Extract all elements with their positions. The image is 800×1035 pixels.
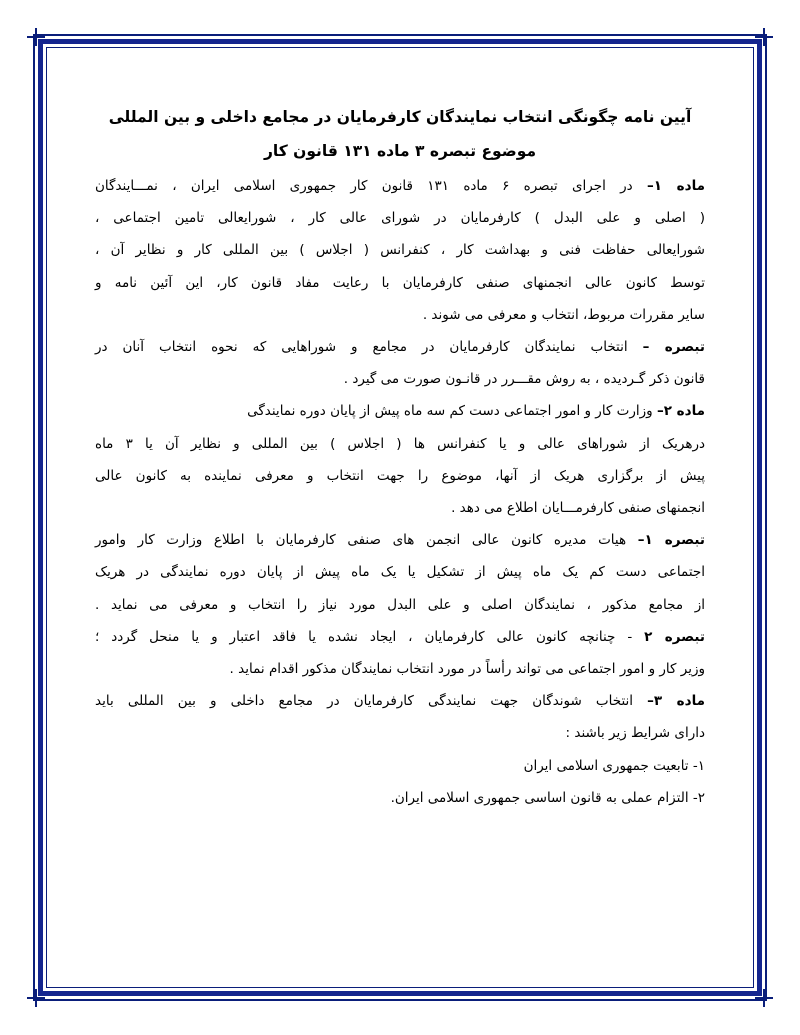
clause-text: انجمنهای صنفی کارفرمـــایان اطلاع می دهد . [451, 500, 705, 517]
clause-text: دارای شرایط زیر باشند : [565, 725, 705, 742]
clause-text: وزارت کار و امور اجتماعی دست کم سه ماه پیش از پایان دوره نمایندگی [247, 403, 657, 420]
text-line [95, 556, 705, 588]
document-title: آیین نامه چگونگی انتخاب نمایندگان کارفرمایان در مجامع داخلی و بین المللی [108, 108, 692, 126]
text-line [95, 653, 705, 685]
clause-text: درهریک از شوراهای عالی و یا کنفرانس ها ( اجلاس ) بین المللی و نظایر آن یا ۳ ماه [95, 435, 705, 452]
document-text [95, 170, 705, 814]
text-line [95, 428, 705, 460]
corner-ornament-top-right [755, 28, 773, 46]
text-line [95, 717, 705, 749]
text-line [95, 621, 705, 653]
document-body [95, 100, 705, 814]
text-line [95, 267, 705, 299]
text-line [95, 202, 705, 234]
text-line [95, 234, 705, 266]
text-line [95, 395, 705, 427]
clause-heading: تبصره ۲ [644, 628, 705, 645]
clause-text: اجتماعی دست کم یک ماه پیش از تشکیل یا یک ماه پیش از پایان دوره نمایندگی در هریک [95, 564, 705, 581]
corner-ornament-bottom-left [27, 989, 45, 1007]
clause-heading: ماده ۳– [647, 693, 705, 710]
clause-text: ( اصلی و علی البدل ) کارفرمایان در شورای عالی کار ، شورایعالی تامین اجتماعی ، [95, 210, 705, 227]
text-line [95, 299, 705, 331]
clause-text: وزیر کار و امور اجتماعی می تواند رأساً در مورد انتخاب نمایندگان مذکور اقدام نماید . [229, 661, 705, 678]
corner-ornament-bottom-right [755, 989, 773, 1007]
clause-text: در اجرای تبصره ۶ ماده ۱۳۱ قانون کار جمهوری اسلامی ایران ، نمـــایندگان [95, 178, 647, 194]
clause-text: شورایعالی حفاظت فنی و بهداشت کار ، کنفرانس ( اجلاس ) بین المللی کار و نظایر آن ، [95, 242, 705, 259]
clause-text: ۱- تابعیت جمهوری اسلامی ایران [523, 757, 705, 774]
clause-heading: ماده ۲– [656, 403, 705, 420]
clause-text: سایر مقررات مربوط، انتخاب و معرفی می شوند . [422, 306, 705, 323]
clause-heading: ماده ۱– [646, 178, 705, 194]
text-line [95, 170, 705, 202]
text-line [95, 524, 705, 556]
clause-text: پیش از برگزاری هریک از آنها، موضوع را جهت انتخاب و معرفی نماینده به کانون عالی [95, 467, 705, 484]
text-line [95, 750, 705, 782]
corner-ornament-top-left [27, 28, 45, 46]
clause-heading: تبصره ۱– [637, 532, 705, 549]
text-line [95, 363, 705, 395]
text-line [95, 589, 705, 621]
text-line [95, 782, 705, 814]
clause-text: هیات مدیره کانون عالی انجمن های صنفی کارفرمایان با اطلاع وزارت کار وامور [95, 532, 638, 549]
clause-text: انتخاب نمایندگان کارفرمایان در مجامع و شوراهایی که نحوه انتخاب آنان در [95, 339, 643, 356]
text-line [95, 460, 705, 492]
clause-text: انتخاب شوندگان جهت نمایندگی کارفرمایان در مجامع داخلی و بین المللی باید [95, 693, 648, 710]
document-subtitle: موضوع تبصره ۳ ماده ۱۳۱ قانون کار [263, 142, 537, 160]
clause-text: توسط کانون عالی انجمنهای صنفی کارفرمایان با رعایت مفاد قانون کار، این آئین نامه و [95, 274, 705, 291]
text-line [95, 331, 705, 363]
clause-text: - چنانچه کانون عالی کارفرمایان ، ایجاد نشده یا فاقد اعتبار و یا منحل گردد ؛ [95, 628, 645, 645]
clause-text: قانون ذکر گـردیده ، به روش مقـــرر در قانـون صورت می گیرد . [343, 371, 705, 388]
text-line [95, 685, 705, 717]
clause-text: از مجامع مذکور ، نمایندگان اصلی و علی البدل مورد نیاز را انتخاب و معرفی می نماید . [95, 596, 705, 613]
text-line [95, 492, 705, 524]
clause-heading: تبصره – [642, 339, 705, 356]
clause-text: ۲- التزام عملی به قانون اساسی جمهوری اسلامی ایران. [390, 789, 705, 806]
